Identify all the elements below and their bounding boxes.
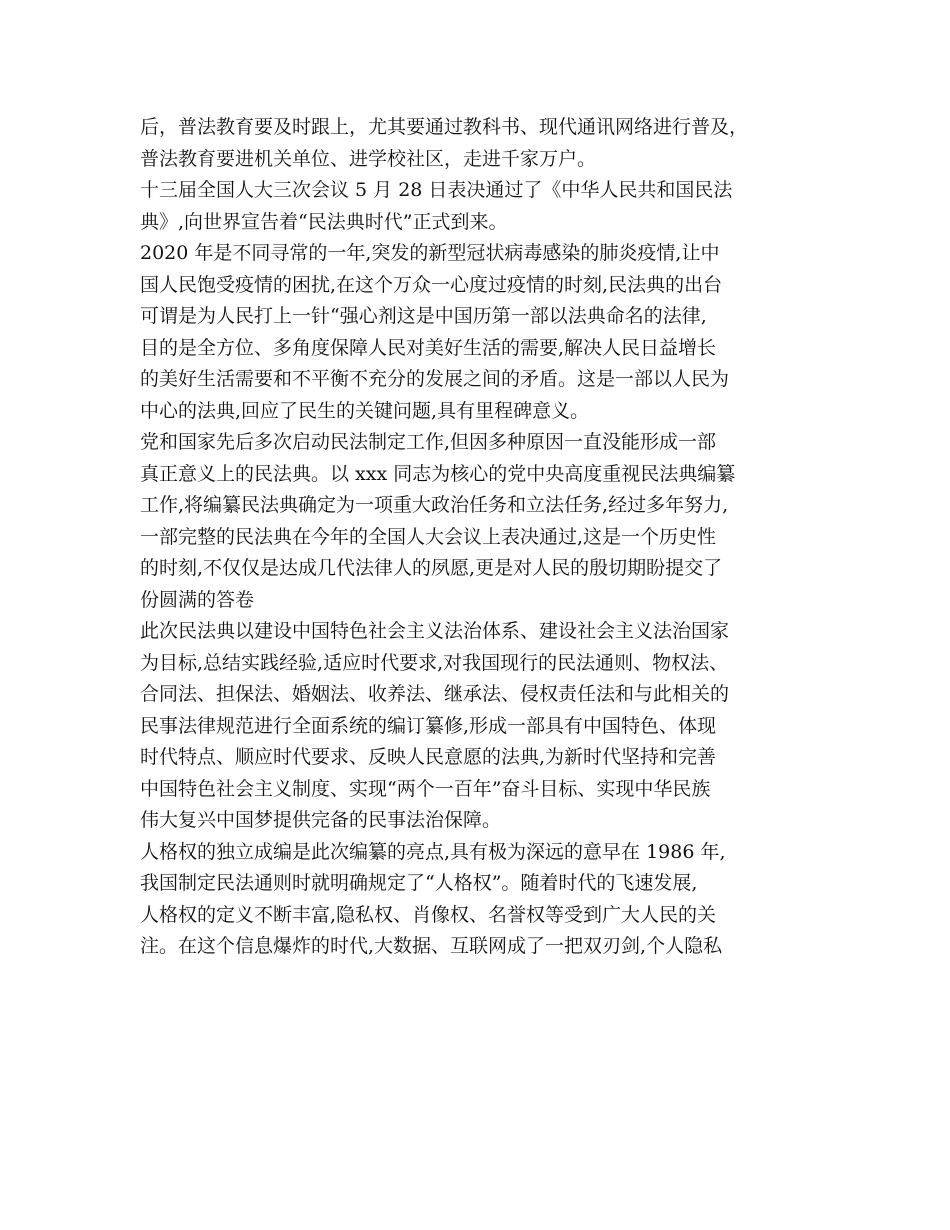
text-line: 国人民饱受疫情的困扰,在这个万众一心度过疫情的时刻,民法典的出台 — [140, 273, 723, 296]
text-line: 典》,向世界宣告着“民法典时代”正式到来。 — [140, 210, 508, 233]
text-line: 人格权的独立成编是此次编纂的亮点,具有极为深远的意早在 1986 年, — [140, 840, 726, 863]
text-line: 后，普法教育要及时跟上，尤其要通过教科书、现代通讯网络进行普及， — [140, 116, 749, 138]
text-line: 人格权的定义不断丰富,隐私权、肖像权、名誉权等受到广大人民的关 — [140, 903, 717, 926]
text-line: 真正意义上的民法典。以 xxx 同志为核心的党中央高度重视民法典编纂 — [140, 462, 736, 485]
text-line: 注。在这个信息爆炸的时代,大数据、互联网成了一把双刃剑,个人隐私 — [140, 935, 723, 957]
text-line: 民事法律规范进行全面系统的编订纂修,形成一部具有中国特色、体现 — [140, 714, 717, 737]
text-line: 中国特色社会主义制度、实现“两个一百年”奋斗目标、实现中华民族 — [140, 777, 711, 800]
text-line: 2020 年是不同寻常的一年,突发的新型冠状病毒感染的肺炎疫情,让中 — [140, 242, 720, 264]
text-line: 一部完整的民法典在今年的全国人大会议上表决通过,这是一个历史性 — [140, 525, 717, 548]
text-line: 党和国家先后多次启动民法制定工作,但因多种原因一直没能形成一部 — [140, 431, 717, 453]
text-line: 的时刻,不仅仅是达成几代法律人的夙愿,更是对人民的殷切期盼提交了 — [140, 557, 723, 579]
text-line: 工作,将编纂民法典确定为一项重大政治任务和立法任务,经过多年努力, — [140, 494, 729, 516]
text-line: 为目标,总结实践经验,适应时代要求,对我国现行的民法通则、物权法、 — [140, 651, 729, 674]
text-line: 时代特点、顺应时代要求、反映人民意愿的法典,为新时代坚持和完善 — [140, 746, 717, 768]
text-line: 此次民法典以建设中国特色社会主义法治体系、建设社会主义法治国家 — [140, 620, 730, 642]
text-line: 的美好生活需要和不平衡不充分的发展之间的矛盾。这是一部以人民为 — [140, 368, 730, 390]
text-line: 普法教育要进机关单位、进学校社区，走进千家万户。 — [140, 147, 597, 170]
text-line: 伟大复兴中国梦提供完备的民事法治保障。 — [140, 809, 502, 831]
document-body — [140, 112, 820, 963]
text-line: 十三届全国人大三次会议 5 月 28 日表决通过了《中华人民共和国民法 — [140, 179, 733, 201]
text-line: 可谓是为人民打上一针“强心剂这是中国历第一部以法典命名的法律, — [140, 305, 707, 327]
text-line: 目的是全方位、多角度保障人民对美好生活的需要,解决人民日益增长 — [140, 336, 717, 359]
text-line: 我国制定民法通则时就明确规定了“人格权”。随着时代的飞速发展, — [140, 872, 698, 894]
text-line: 合同法、担保法、婚姻法、收养法、继承法、侵权责任法和与此相关的 — [140, 683, 730, 705]
text-line: 份圆满的答卷 — [140, 588, 255, 611]
text-line: 中心的法典,回应了民生的关键问题,具有里程碑意义。 — [140, 399, 590, 422]
